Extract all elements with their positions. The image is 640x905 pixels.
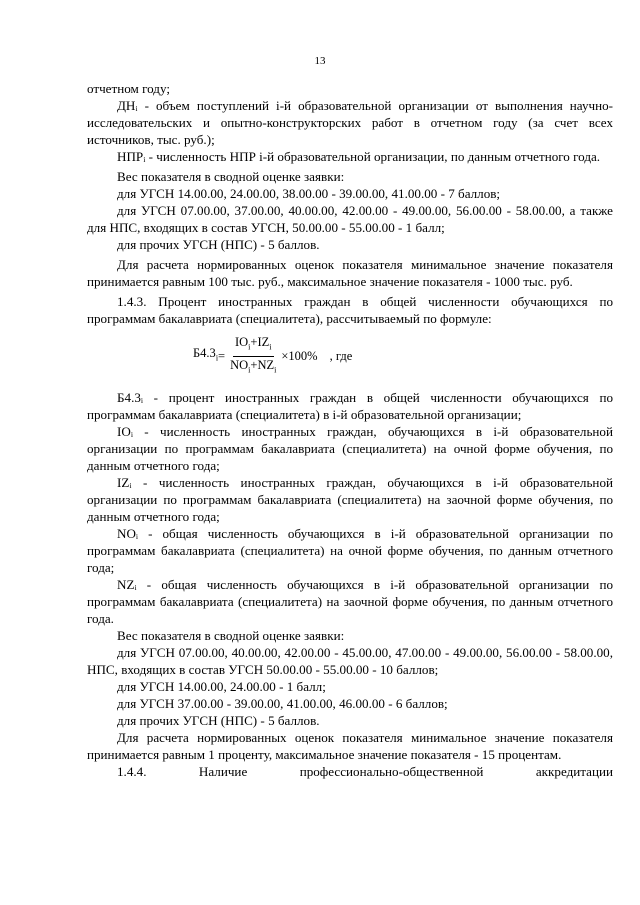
formula-equals: = bbox=[218, 348, 226, 363]
paragraph: для УГСН 07.00.00, 37.00.00, 40.00.00, 42.00.00 - 49.00.00, 56.00.00 - 58.00.00, а также для НПС, входящих в состав УГСН, 50.00.00 - 55.00.00 - 1 балл; bbox=[87, 203, 613, 235]
paragraph: для УГСН 07.00.00, 40.00.00, 42.00.00 - 45.00.00, 47.00.00 - 49.00.00, 56.00.00 - 58.00.00, НПС, входящих в состав УГСН 50.00.00 - 55.00.00 - 10 баллов; bbox=[87, 645, 613, 677]
paragraph: для УГСН 14.00.00, 24.00.00 - 1 балл; bbox=[117, 679, 326, 694]
formula bbox=[193, 335, 352, 377]
paragraph: ДНᵢ - объем поступлений i-й образовательной организации от выполнения научно-исследовательских и опытно-конструкторских работ в отчетном году (за счет всех источников, тыс. руб.); bbox=[87, 98, 613, 147]
paragraph: для УГСН 14.00.00, 24.00.00, 38.00.00 - 39.00.00, 41.00.00 - 7 баллов; bbox=[117, 186, 501, 201]
page-number: 13 bbox=[314, 55, 326, 67]
paragraph: для прочих УГСН (НПС) - 5 баллов. bbox=[117, 713, 320, 728]
formula-where: , где bbox=[329, 348, 353, 363]
paragraph: NZᵢ - общая численность обучающихся в i-й образовательной организации по программам бакалавриата (специалитета) на заочной форме обучения, по данным отчетного года. bbox=[87, 577, 613, 626]
document-body bbox=[87, 80, 613, 780]
formula-numerator: $IO_i+IZ_i$ bbox=[233, 335, 274, 357]
formula-multiplier: ×100% bbox=[281, 348, 318, 363]
formula-lhs: $Б4.3_i$ bbox=[193, 346, 219, 363]
section-heading-1-4-4: 1.4.4. Наличие профессионально-общественной аккредитации bbox=[117, 764, 613, 779]
paragraph: NOᵢ - общая численность обучающихся в i-й образовательной организации по программам бакалавриата (специалитета) на очной форме обучения, по данным отчетного года; bbox=[87, 526, 613, 575]
paragraph: IOᵢ - численность иностранных граждан, обучающихся в i-й образовательной организации по программам бакалавриата (специалитета) на очной форме обучения, по данным отчетного года; bbox=[87, 424, 613, 473]
formula-denominator: $NO_i+NZ_i$ bbox=[230, 357, 277, 374]
paragraph: 1.4.3. Процент иностранных граждан в общей численности обучающихся по программам бакалавриата (специалитета), рассчитываемый по формуле: bbox=[87, 294, 613, 326]
paragraph: Вес показателя в сводной оценке заявки: bbox=[117, 169, 345, 184]
paragraph: Для расчета нормированных оценок показателя минимальное значение показателя принимается равным 1 проценту, максимальное значение показателя - 15 процентам. bbox=[87, 730, 613, 762]
paragraph: отчетном году; bbox=[87, 81, 170, 96]
paragraph: Б4.3ᵢ - процент иностранных граждан в общей численности обучающихся по программам бакалавриата (специалитета) в i-й образовательной организации; bbox=[87, 390, 613, 422]
paragraph: IZᵢ - численность иностранных граждан, обучающихся в i-й образовательной организации по программам бакалавриата (специалитета) на заочной форме обучения, по данным отчетного года; bbox=[87, 475, 613, 524]
paragraph: Для расчета нормированных оценок показателя минимальное значение показателя принимается равным 100 тыс. руб., максимальное значение показателя - 1000 тыс. руб. bbox=[87, 257, 613, 289]
formula-block bbox=[87, 327, 613, 389]
paragraph: для УГСН 37.00.00 - 39.00.00, 41.00.00, 46.00.00 - 6 баллов; bbox=[117, 696, 448, 711]
formula-fraction bbox=[228, 335, 278, 377]
paragraph: НПРᵢ - численность НПР i-й образовательной организации, по данным отчетного года. bbox=[117, 149, 601, 164]
paragraph: Вес показателя в сводной оценке заявки: bbox=[117, 628, 345, 643]
paragraph: для прочих УГСН (НПС) - 5 баллов. bbox=[117, 237, 320, 252]
